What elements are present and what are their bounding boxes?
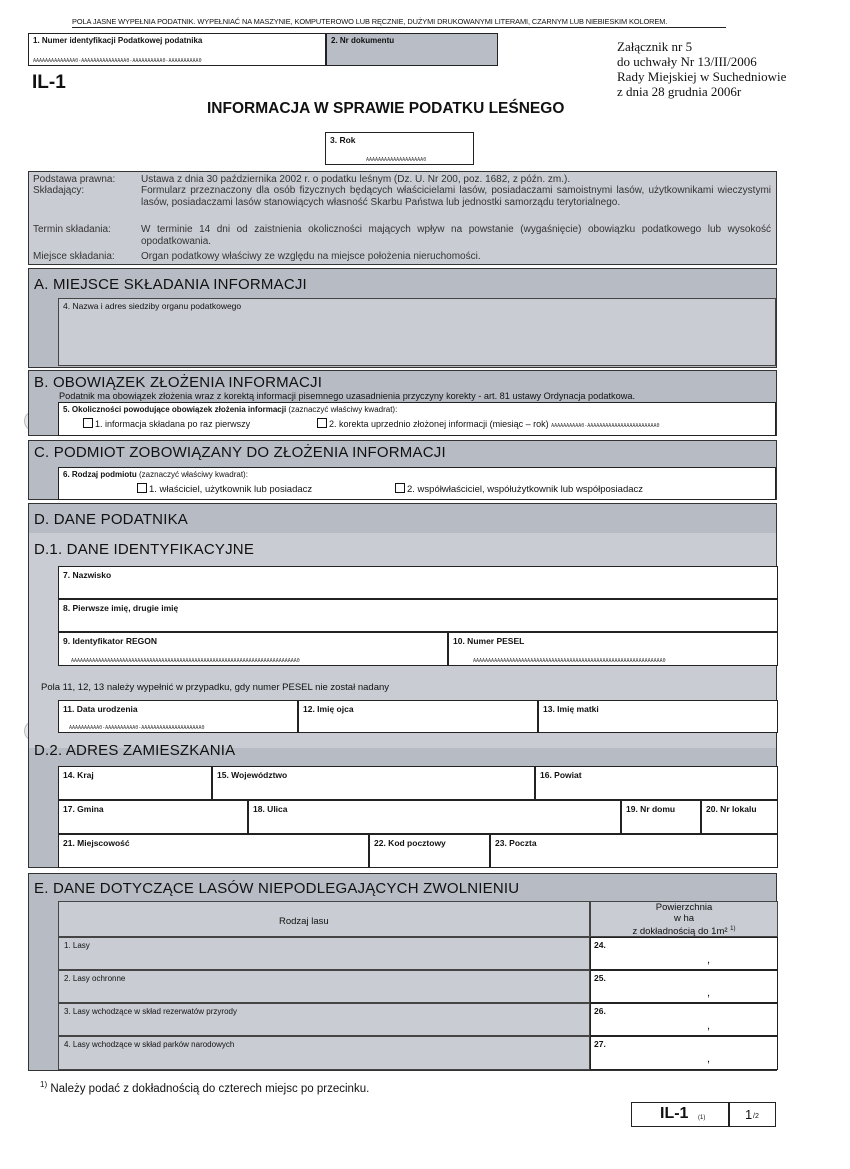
footnote-mark: 1) bbox=[40, 1080, 48, 1089]
field-15-voivodeship[interactable] bbox=[212, 766, 535, 800]
section-d bbox=[28, 503, 777, 868]
field-5-hint: (zaznaczyć właściwy kwadrat): bbox=[288, 405, 398, 414]
option-co-owner[interactable] bbox=[395, 483, 643, 495]
legal-basis-text: Ustawa z dnia 30 października 2002 r. o podatku leśnym (Dz. U. Nr 200, poz. 1682, z późn. zm.). bbox=[141, 174, 571, 185]
field-12-label: 12. Imię ojca bbox=[303, 704, 354, 714]
footer-page-number: 1 bbox=[745, 1107, 753, 1122]
annex-line2: do uchwały Nr 13/III/2006 bbox=[617, 54, 757, 69]
field-17-label: 17. Gmina bbox=[63, 804, 104, 814]
field-1-label: 1. Numer identyfikacji Podatkowej podatnika bbox=[33, 36, 203, 45]
field-7-surname[interactable] bbox=[58, 566, 778, 599]
field-19-label: 19. Nr domu bbox=[626, 804, 676, 814]
forest-row-4 bbox=[58, 1036, 590, 1070]
field-6-label-text: 6. Rodzaj podmiotu bbox=[63, 470, 137, 479]
pesel-note: Pola 11, 12, 13 należy wypełnić w przypadku, gdy numer PESEL nie został nadany bbox=[41, 682, 390, 693]
col-area-line3-wrap bbox=[591, 924, 777, 938]
section-b bbox=[28, 370, 777, 436]
field-27-label: 27. bbox=[594, 1039, 606, 1049]
field-6-hint: (zaznaczyć właściwy kwadrat): bbox=[139, 470, 248, 479]
forest-row-3 bbox=[58, 1003, 590, 1036]
annex-line4: z dnia 28 grudnia 2006r bbox=[617, 84, 742, 99]
field-25-area[interactable] bbox=[590, 970, 778, 1003]
place-label: Miejsce składania: bbox=[33, 251, 115, 262]
field-11-dots: AAAAAAAAAA0-AAAAAAAAAA0-AAAAAAAAAAAAAAAAAAAA0 bbox=[69, 725, 205, 731]
field-24-comma: , bbox=[707, 954, 711, 966]
col-area-line3: z dokładnością do 1m² bbox=[632, 926, 728, 938]
field-5-circumstances bbox=[58, 402, 776, 436]
field-1-nip[interactable] bbox=[28, 33, 326, 66]
top-instruction-underline bbox=[72, 27, 726, 28]
field-11-label: 11. Data urodzenia bbox=[63, 704, 138, 714]
field-24-label: 24. bbox=[594, 940, 606, 950]
checkbox-first-filing[interactable] bbox=[83, 418, 93, 428]
footer-code-sub: (1) bbox=[698, 1115, 706, 1121]
footnote-text: Należy podać z dokładnością do czterech miejsc po przecinku. bbox=[50, 1082, 370, 1095]
field-3-dots: AAAAAAAAAAAAAAAAAAA0 bbox=[366, 157, 427, 163]
deadline-label: Termin składania: bbox=[33, 224, 111, 235]
filer-text: Formularz przeznaczony dla osób fizycznych będących właścicielami lasów, posiadaczami samoistnymi lasów, użytkownikami wieczystymi lasów, posiadaczami lasów stanowiących własność Skarbu Państwa lub jednostki samorządu terytorialnego. bbox=[141, 185, 771, 208]
field-25-comma: , bbox=[707, 987, 711, 999]
field-18-label: 18. Ulica bbox=[253, 804, 288, 814]
field-5-label-text: 5. Okoliczności powodujące obowiązek złożenia informacji bbox=[63, 405, 287, 414]
field-14-label: 14. Kraj bbox=[63, 770, 94, 780]
field-26-comma: , bbox=[707, 1020, 711, 1032]
section-c-title: C. PODMIOT ZOBOWIĄZANY DO ZŁOŻENIA INFORMACJI bbox=[34, 444, 446, 461]
section-e-title: E. DANE DOTYCZĄCE LASÓW NIEPODLEGAJĄCYCH ZWOLNIENIU bbox=[34, 880, 520, 897]
option-owner[interactable] bbox=[137, 483, 312, 495]
section-d-title: D. DANE PODATNIKA bbox=[34, 511, 188, 528]
field-26-label: 26. bbox=[594, 1006, 606, 1016]
field-16-label: 16. Powiat bbox=[540, 770, 582, 780]
field-21-label: 21. Miejscowość bbox=[63, 838, 130, 848]
field-3-label: 3. Rok bbox=[330, 135, 356, 145]
form-code: IL-1 bbox=[32, 72, 66, 93]
option-co-owner-label: 2. współwłaściciel, współużytkownik lub współposiadacz bbox=[407, 484, 644, 495]
place-text: Organ podatkowy właściwy ze względu na miejsce położenia nieruchomości. bbox=[141, 251, 481, 262]
legal-basis-label: Podstawa prawna: bbox=[33, 174, 116, 185]
forest-table-header-type bbox=[58, 901, 590, 937]
forest-table-header-area bbox=[590, 901, 778, 937]
col-area-line2: w ha bbox=[673, 912, 695, 924]
correction-dots: AAAAAAAAAA0-AAAAAAAAAAAAAAAAAAAAAAA0 bbox=[551, 423, 660, 429]
field-5-label bbox=[63, 405, 397, 414]
footer-form-code bbox=[631, 1102, 729, 1127]
field-24-area[interactable] bbox=[590, 937, 778, 970]
field-6-label bbox=[63, 470, 248, 479]
field-15-label: 15. Województwo bbox=[217, 770, 288, 780]
field-27-area[interactable] bbox=[590, 1036, 778, 1070]
field-27-comma: , bbox=[707, 1053, 711, 1065]
field-13-mother-name[interactable] bbox=[538, 700, 778, 733]
section-d2-title: D.2. ADRES ZAMIESZKANIA bbox=[34, 742, 236, 759]
checkbox-correction[interactable] bbox=[317, 418, 327, 428]
field-10-dots: AAAAAAAAAAAAAAAAAAAAAAAAAAAAAAAAAAAAAAAAAAAAAAAAAAAAAAAAAAAAAAA0 bbox=[473, 658, 666, 664]
annex-line3: Rady Miejskiej w Suchedniowie bbox=[617, 69, 787, 84]
field-21-town[interactable] bbox=[58, 834, 369, 868]
option-owner-label: 1. właściciel, użytkownik lub posiadacz bbox=[149, 484, 313, 495]
checkbox-owner[interactable] bbox=[137, 483, 147, 493]
forest-row-2 bbox=[58, 970, 590, 1003]
field-17-commune[interactable] bbox=[58, 800, 248, 834]
top-instruction: POLA JASNE WYPEŁNIA PODATNIK. WYPEŁNIAĆ NA MASZYNIE, KOMPUTEROWO LUB RĘCZNIE, DUŻYMI DRUKOWANYMI LITERAMI, CZARNYM LUB NIEBIESKIM KOLOREM. bbox=[72, 17, 668, 26]
col-area-footnote-ref: 1) bbox=[730, 926, 736, 932]
field-9-dots: AAAAAAAAAAAAAAAAAAAAAAAAAAAAAAAAAAAAAAAAAAAAAAAAAAAAAAAAAAAAAAAAAAAAAAAAAAA0 bbox=[71, 658, 300, 664]
field-20-label: 20. Nr lokalu bbox=[706, 804, 757, 814]
section-d1-title: D.1. DANE IDENTYFIKACYJNE bbox=[34, 541, 255, 558]
field-22-label: 22. Kod pocztowy bbox=[374, 838, 446, 848]
annex-info bbox=[617, 39, 786, 99]
info-block bbox=[28, 171, 777, 265]
option-correction[interactable] bbox=[317, 418, 659, 429]
section-b-title: B. OBOWIĄZEK ZŁOŻENIA INFORMACJI bbox=[34, 374, 323, 391]
annex-line1: Załącznik nr 5 bbox=[617, 39, 693, 54]
field-20-flat-number[interactable] bbox=[701, 800, 778, 834]
field-7-label: 7. Nazwisko bbox=[63, 570, 112, 580]
deadline-text: W terminie 14 dni od zaistnienia okoliczności mających wpływ na powstanie (wygaśnięcie) obowiązku podatkowego lub wysokość opodatkowania. bbox=[141, 224, 771, 247]
field-23-post-office[interactable] bbox=[490, 834, 778, 868]
section-a-title: A. MIEJSCE SKŁADANIA INFORMACJI bbox=[34, 276, 307, 293]
page-title: INFORMACJA W SPRAWIE PODATKU LEŚNEGO bbox=[207, 100, 565, 117]
forest-row-1-label: 1. Lasy bbox=[64, 941, 90, 950]
col-forest-type: Rodzaj lasu bbox=[279, 916, 329, 927]
field-22-postal-code[interactable] bbox=[369, 834, 490, 868]
field-1-dots: AAAAAAAAAAAAAA0-AAAAAAAAAAAAAAA0-AAAAAAAAAA0-AAAAAAAAAA0 bbox=[33, 58, 202, 64]
field-25-label: 25. bbox=[594, 973, 606, 983]
forest-row-4-label: 4. Lasy wchodzące w skład parków narodowych bbox=[64, 1040, 235, 1049]
forest-row-2-label: 2. Lasy ochronne bbox=[64, 974, 126, 983]
field-10-pesel[interactable] bbox=[448, 632, 778, 666]
field-8-label: 8. Pierwsze imię, drugie imię bbox=[63, 603, 179, 613]
section-e bbox=[28, 873, 777, 1071]
section-c bbox=[28, 440, 777, 500]
footer-page bbox=[729, 1102, 776, 1127]
field-14-country[interactable] bbox=[58, 766, 212, 800]
field-11-birthdate[interactable] bbox=[58, 700, 298, 733]
forest-row-3-label: 3. Lasy wchodzące w skład rezerwatów przyrody bbox=[64, 1007, 237, 1016]
col-area-line1: Powierzchnia bbox=[655, 902, 713, 913]
field-12-father-name[interactable] bbox=[298, 700, 538, 733]
field-6-entity bbox=[58, 467, 776, 500]
field-13-label: 13. Imię matki bbox=[543, 704, 599, 714]
filer-label: Składający: bbox=[33, 185, 85, 196]
option-correction-label: 2. korekta uprzednio złożonej informacji (miesiąc – rok) bbox=[329, 419, 549, 429]
footer-page-total: /2 bbox=[753, 1113, 759, 1120]
field-4-label: 4. Nazwa i adres siedziby organu podatkowego bbox=[63, 301, 242, 311]
forest-row-1 bbox=[58, 937, 590, 970]
footnote bbox=[40, 1080, 369, 1095]
field-23-label: 23. Poczta bbox=[495, 838, 537, 848]
field-18-street[interactable] bbox=[248, 800, 621, 834]
field-2-label: 2. Nr dokumentu bbox=[331, 36, 395, 45]
field-2-doc-number bbox=[326, 33, 498, 66]
checkbox-co-owner[interactable] bbox=[395, 483, 405, 493]
field-4-org[interactable] bbox=[58, 298, 776, 366]
option-first-filing-label: 1. informacja składana po raz pierwszy bbox=[95, 419, 251, 429]
option-first-filing[interactable] bbox=[83, 418, 250, 429]
field-26-area[interactable] bbox=[590, 1003, 778, 1036]
field-16-county[interactable] bbox=[535, 766, 778, 800]
field-9-regon[interactable] bbox=[58, 632, 448, 666]
field-9-label: 9. Identyfikator REGON bbox=[63, 636, 157, 646]
field-10-label: 10. Numer PESEL bbox=[453, 636, 525, 646]
section-b-note: Podatnik ma obowiązek złożenia wraz z korektą informacji pisemnego uzasadnienia przyczyny korekty - art. 81 ustawy Ordynacja podatkowa. bbox=[59, 391, 636, 401]
field-3-year[interactable] bbox=[325, 132, 474, 165]
section-a bbox=[28, 268, 777, 368]
field-19-house-number[interactable] bbox=[621, 800, 701, 834]
footer-code: IL-1 bbox=[660, 1105, 689, 1122]
field-8-names[interactable] bbox=[58, 599, 778, 632]
